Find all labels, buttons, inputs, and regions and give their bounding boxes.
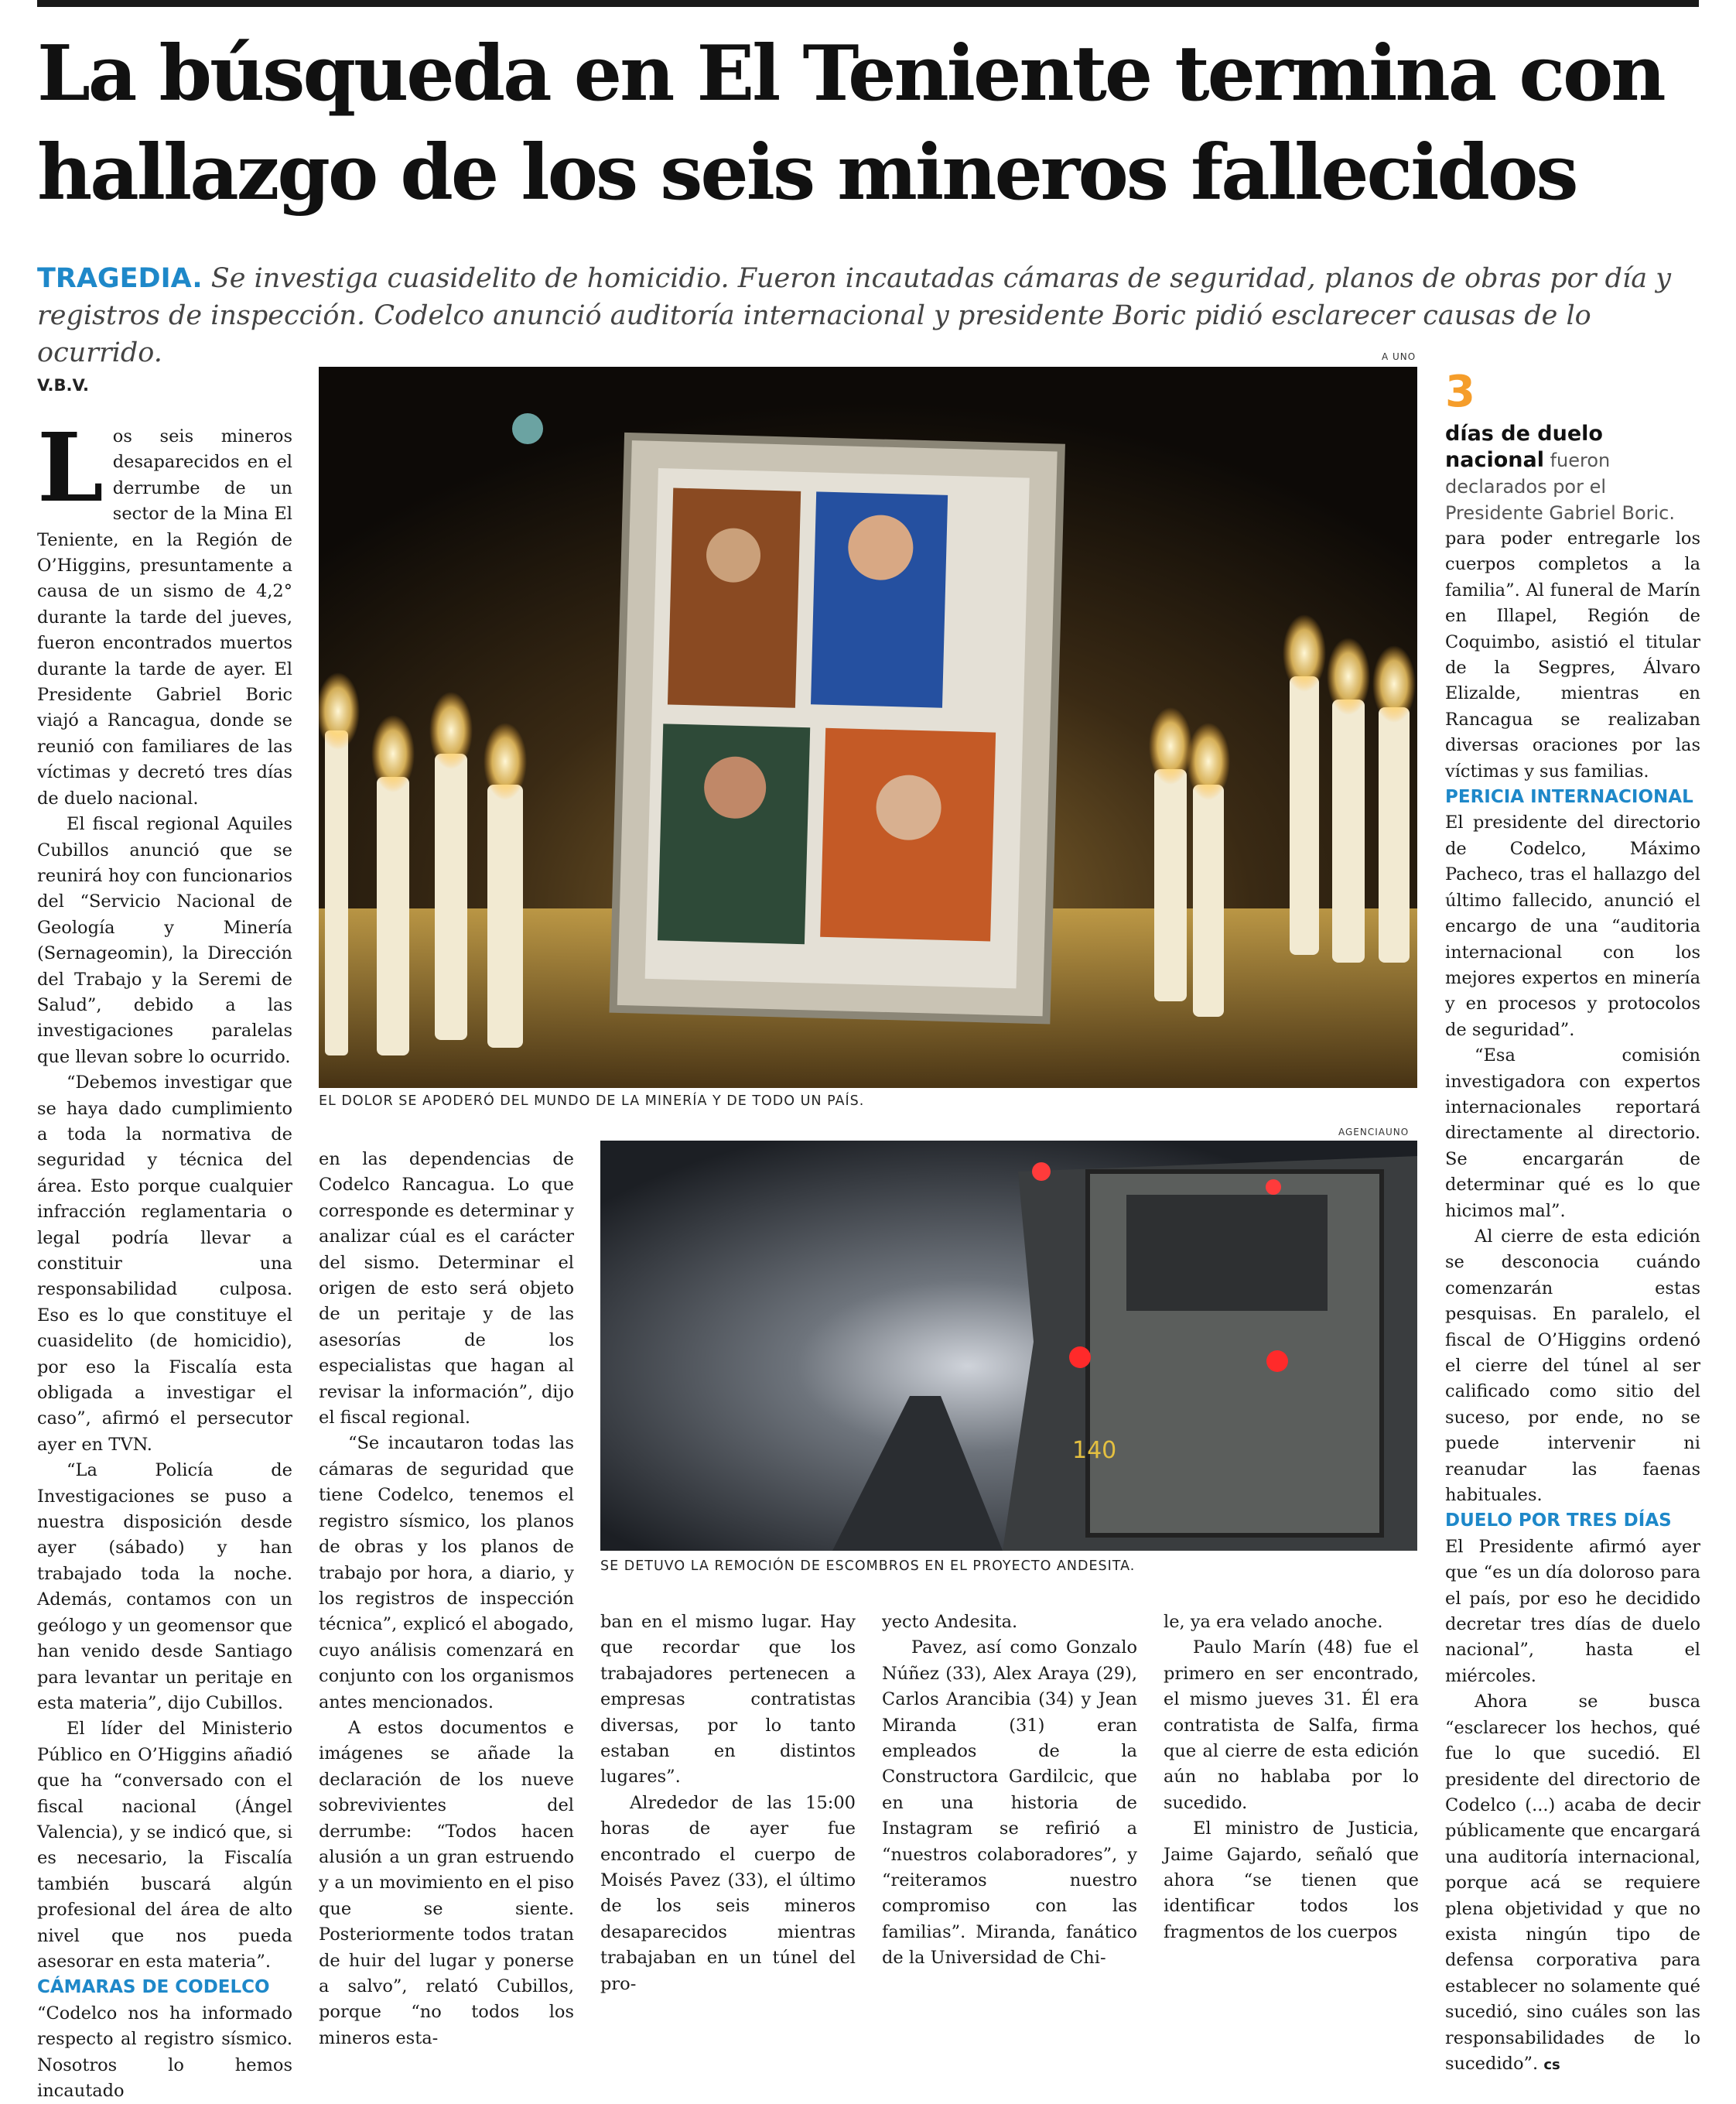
col1-p6: “Codelco nos ha informado respecto al registro sísmico. Nosotros lo hemos incautado — [37, 2003, 292, 2101]
col2-p2: “Se incautaron todas las cámaras de seguridad que tiene Codelco, tenemos el registro sísmico, los planos de obras y los planos de trabajo por hora, a diario, y los registros de inspección técnica”, explicó el abogado, cuyo análisis comenzará en conjunto con los organismos antes mencionados. — [319, 1433, 574, 1712]
top-rule — [37, 0, 1699, 7]
col4-p2: Pavez, así como Gonzalo Núñez (33), Alex Araya (29), Carlos Arancibia (34) y Jean Miranda (31) eran empleados de la Constructora Gardilcic, que en una historia de Instagram se refirió a “nuestros colaboradores”, y “reiteramos nuestro compromiso con las familias”. Miranda, fanático de la Universidad de Chi- — [882, 1637, 1137, 1969]
top-photo-credit: A UNO — [1382, 351, 1416, 362]
col5-p1: le, ya era velado anoche. — [1164, 1612, 1383, 1632]
drop-cap: L — [37, 412, 104, 523]
col1-p3: “Debemos investigar que se haya dado cumplimiento a toda la normativa de seguridad y técnica del área. Esto porque cualquier infracción reglamentaria o legal podría llevar a constituir una responsabilidad culposa. Eso es lo que constituye el cuasidelito (de homicidio), por eso la Fiscalía esta obligada a investigar el caso”, afirmó el persecutor ayer en TVN. — [37, 1073, 292, 1455]
col3-p1: ban en el mismo lugar. Hay que recordar que los trabajadores pertenecen a empresas contratistas diversas, por lo tanto estaban en distintos lugares”. — [600, 1612, 856, 1788]
col5-p2: Paulo Marín (48) fue el primero en ser encontrado, el mismo jueves 31. Él era contratista de Salfa, firma que al cierre de esta edición aún no hablaba por lo sucedido. — [1164, 1637, 1419, 1813]
col6-p6 — [1445, 1689, 1700, 2078]
bottom-photo-credit: AGENCIAUNO — [1338, 1127, 1410, 1138]
col6-p1: para poder entregarle los cuerpos completos a la familia”. Al funeral de Marín en Illapel, Región de Coquimbo, asistió el titular de la Segpres, Álvaro Elizalde, mientras en Rancagua se realizaban diversas oraciones por las víctimas y sus familias. — [1445, 529, 1700, 782]
factbox-number: 3 — [1445, 367, 1475, 417]
column-1 — [37, 412, 292, 2104]
col6-p5: El Presidente afirmó ayer que “es un día doloroso para el país, por eso he decidido decretar tres días de duelo nacional”, hasta el miércoles. — [1445, 1536, 1700, 1686]
factbox-bold: días de duelo nacional — [1445, 422, 1603, 472]
subhead-pericia: PERICIA INTERNACIONAL — [1445, 787, 1693, 808]
col3-p2: Alrededor de las 15:00 horas de ayer fue encontrado el cuerpo de Moisés Pavez (33), el último de los seis mineros desaparecidos mientras trabajaban en un túnel del pro- — [600, 1792, 856, 1994]
factbox-text — [1445, 421, 1700, 526]
byline: V.B.V. — [37, 376, 90, 395]
candle-vigil-image — [319, 367, 1417, 1088]
deck — [37, 260, 1700, 371]
bottom-photo-caption: SE DETUVO LA REMOCIÓN DE ESCOMBROS EN EL PROYECTO ANDESITA. — [600, 1558, 1136, 1574]
column-5 — [1164, 1610, 1419, 1945]
subhead-duelo: DUELO POR TRES DÍAS — [1445, 1510, 1672, 1531]
col2-p1: en las dependencias de Codelco Rancagua. Lo que corresponde es determinar y analizar cúal es el carácter del sismo. Determinar el origen de esto será objeto de un peritaje y de las asesorías de los especialistas que hagan al revisar la información”, dijo el fiscal regional. — [319, 1149, 574, 1428]
subhead-camaras: CÁMARAS DE CODELCO — [37, 1977, 270, 1998]
col4-p1: yecto Andesita. — [882, 1612, 1018, 1632]
mine-tunnel-photo — [600, 1141, 1417, 1551]
mine-tunnel-image — [600, 1141, 1417, 1551]
column-3 — [600, 1610, 856, 1997]
col6-p3: “Esa comisión investigadora con expertos internacionales reportará directamente al directorio. Se encargarán de determinar qué es lo que hicimos mal”. — [1445, 1045, 1700, 1221]
train-number-label: 140 — [1072, 1437, 1117, 1464]
col1-p4: “La Policía de Investigaciones se puso a nuestra disposición desde ayer (sábado) y han trabajado toda la noche. Además, contamos con un geólogo y un geomensor que han venido desde Santiago para levantar un peritaje en esta materia”, dijo Cubillos. — [37, 1460, 292, 1713]
lead-paragraph — [37, 412, 292, 812]
col6-p6-text: Ahora se busca “esclarecer los hechos, qué fue lo que sucedió. El presidente del directorio de Codelco (...) acaba de decir públicamente que encargará una auditoría internacional, porque acá se requiere plena objetividad y que no exista ningún tipo de defensa corporativa para establecer no solamente qué sucedió, sino cuáles son las responsabilidades de lo sucedido”. — [1445, 1692, 1700, 2074]
factbox-rest: fueron declarados por el Presidente Gabriel Boric. — [1445, 450, 1675, 524]
deck-tag: TRAGEDIA. — [37, 263, 203, 294]
end-mark: cs — [1543, 2056, 1560, 2073]
column-2 — [319, 1147, 574, 2051]
col1-p2: El fiscal regional Aquiles Cubillos anunció que se reunirá hoy con funcionarios del “Servicio Nacional de Geología y Minería (Sernageomin), la Dirección del Trabajo y la Seremi de Salud”, debido a las investigaciones paralelas que llevan sobre lo ocurrido. — [37, 814, 292, 1067]
candle-vigil-photo — [319, 367, 1417, 1088]
col1-p5: El líder del Ministerio Público en O’Higgins añadió que ha “conversado con el fiscal nacional (Ángel Valencia), y se indicó que, si es necesario, la Fiscalía también buscará algún profesional del área de alto nivel que nos pueda asesorar en esta materia”. — [37, 1719, 292, 1972]
deck-text: Se investiga cuasidelito de homicidio. Fueron incautadas cámaras de seguridad, planos de obras por día y registros de inspección. Codelco anunció auditoría internacional y presidente Boric pidió esclarecer causas de lo ocurrido. — [37, 263, 1671, 368]
column-4 — [882, 1610, 1137, 1972]
col1-p1: os seis mineros desaparecidos en el derrumbe de un sector de la Mina El Teniente, en la Región de O’Higgins, presuntamente a causa de un sismo de 4,2° durante la tarde del jueves, fueron encontrados muertos durante la tarde de ayer. El Presidente Gabriel Boric viajó a Rancagua, donde se reunió con familiares de las víctimas y decretó tres días de duelo nacional. — [37, 426, 292, 809]
column-6 — [1445, 526, 1700, 2078]
col2-p3: A estos documentos e imágenes se añade la declaración de los nueve sobrevivientes del derrumbe: “Todos hacen alusión a un gran estruendo y a un movimiento en el piso que se siente. Posteriormente todos tratan de huir del lugar y ponerse a salvo”, relató Cubillos, porque “no todos los mineros esta- — [319, 1717, 574, 2048]
headline: La búsqueda en El Teniente termina con hallazgo de los seis mineros fallecidos — [37, 29, 1664, 217]
col6-p2: El presidente del directorio de Codelco, Máximo Pacheco, tras el hallazgo del último fallecido, anunció el encargo de una “auditoria internacional con los mejores expertos en minería y en procesos y protocolos de seguridad”. — [1445, 813, 1700, 1040]
col5-p3: El ministro de Justicia, Jaime Gajardo, señaló que ahora “se tienen que identificar todos los fragmentos de los cuerpos — [1164, 1818, 1419, 1942]
top-photo-caption: EL DOLOR SE APODERÓ DEL MUNDO DE LA MINERÍA Y DE TODO UN PAÍS. — [319, 1093, 865, 1109]
col6-p4: Al cierre de esta edición se desconocia cuándo comenzarán estas pesquisas. En paralelo, el fiscal de O’Higgins ordenó el cierre del túnel al ser calificado como sitio del suceso, por ende, no se puede intervenir ni reanudar las faenas habituales. — [1445, 1226, 1700, 1506]
